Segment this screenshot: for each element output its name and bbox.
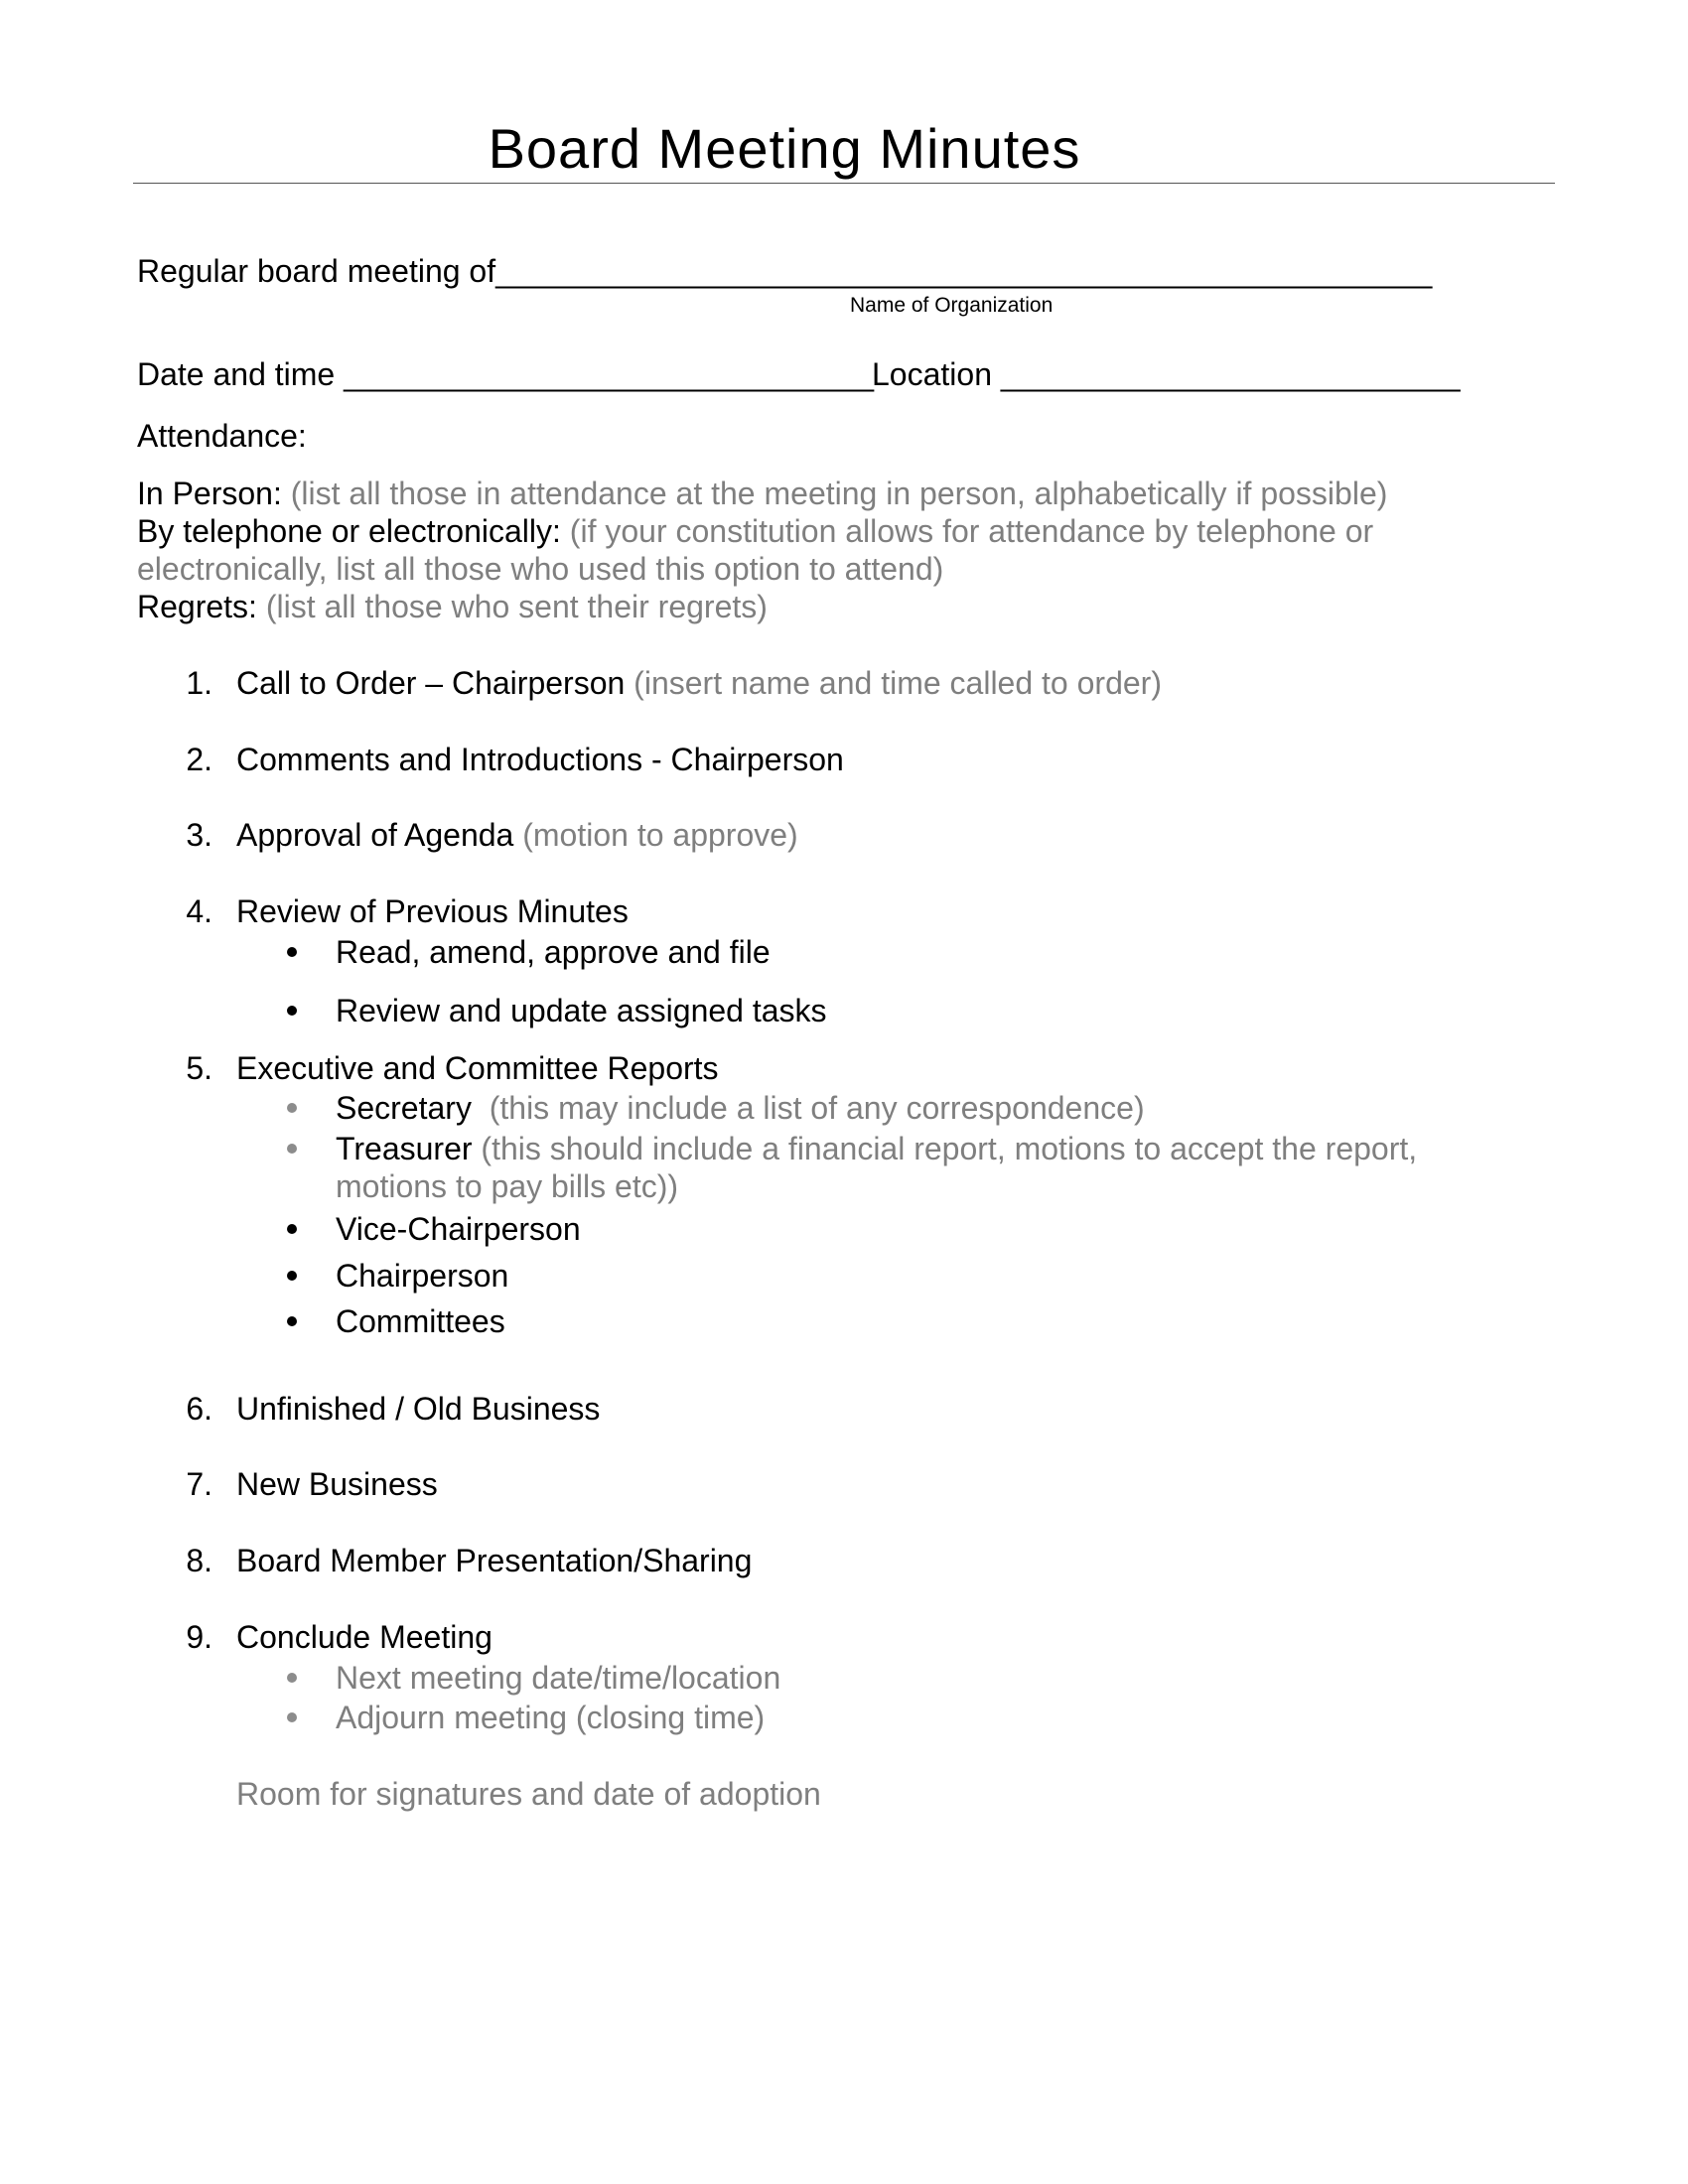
list-item-label: Secretary <box>336 1090 472 1126</box>
list-item: Read, amend, approve and file <box>336 934 771 970</box>
list-item: Committees <box>336 1303 505 1339</box>
page-title: Board Meeting Minutes <box>488 117 1081 180</box>
bullet-icon <box>287 1224 297 1234</box>
regrets-label: Regrets: <box>137 589 257 624</box>
regrets-note: (list all those who sent their regrets) <box>265 589 768 624</box>
agenda-number: 9. <box>186 1619 212 1655</box>
list-item-treasurer <box>336 1130 1417 1167</box>
agenda-item-label: Comments and Introductions - Chairperson <box>236 742 844 777</box>
agenda-number: 5. <box>186 1050 212 1086</box>
agenda-item-label: Unfinished / Old Business <box>236 1391 601 1427</box>
date-time-blank[interactable]: ______________________________ <box>344 356 875 392</box>
list-item: Chairperson <box>336 1258 509 1294</box>
agenda-item-note: (motion to approve) <box>522 817 798 853</box>
location-blank[interactable]: __________________________ <box>1000 356 1461 392</box>
agenda-item-unfinished-business <box>236 1390 600 1428</box>
agenda-item-label: New Business <box>236 1466 438 1502</box>
in-person-note: (list all those in attendance at the meeting in person, alphabetically if possible) <box>290 476 1388 511</box>
location-line <box>872 355 1461 393</box>
bullet-icon <box>287 947 297 957</box>
bullet-icon <box>287 1006 297 1016</box>
attendance-label: Attendance: <box>137 418 307 454</box>
agenda-item-label: Executive and Committee Reports <box>236 1050 719 1086</box>
agenda-number: 8. <box>186 1543 212 1578</box>
regrets-line <box>137 588 768 625</box>
agenda-item-comments-introductions <box>236 741 844 778</box>
bullet-icon <box>287 1271 297 1281</box>
location-label: Location <box>872 356 992 392</box>
list-item: Next meeting date/time/location <box>336 1660 781 1696</box>
organization-name-blank[interactable]: _____________________________________________________ <box>495 253 1433 289</box>
in-person-line <box>137 475 1387 512</box>
agenda-item-note: (insert name and time called to order) <box>633 665 1162 701</box>
agenda-item-new-business <box>236 1465 438 1503</box>
agenda-number: 4. <box>186 893 212 929</box>
list-item: Review and update assigned tasks <box>336 993 827 1028</box>
bullet-icon <box>287 1144 297 1154</box>
signature-note: Room for signatures and date of adoption <box>236 1776 821 1812</box>
bullet-icon <box>287 1103 297 1113</box>
regular-meeting-label: Regular board meeting of <box>137 253 496 289</box>
list-item-note: (this should include a financial report, motions to accept the report, <box>481 1131 1418 1166</box>
agenda-item-conclude-meeting <box>236 1618 492 1656</box>
bullet-icon <box>287 1673 297 1683</box>
list-item-secretary <box>336 1089 1145 1127</box>
list-item-note: (this may include a list of any correspondence) <box>489 1090 1145 1126</box>
agenda-item-label: Conclude Meeting <box>236 1619 492 1655</box>
agenda-item-executive-committee-reports <box>236 1049 719 1087</box>
agenda-item-label: Board Member Presentation/Sharing <box>236 1543 753 1578</box>
bullet-icon <box>287 1712 297 1722</box>
agenda-number: 2. <box>186 742 212 777</box>
agenda-number: 3. <box>186 817 212 853</box>
bullet-icon <box>287 1316 297 1326</box>
telephone-note-continued: electronically, list all those who used this option to attend) <box>137 551 944 587</box>
telephone-label: By telephone or electronically: <box>137 513 561 549</box>
agenda-item-label: Call to Order – Chairperson <box>236 665 626 701</box>
list-item-note-continued: motions to pay bills etc)) <box>336 1168 679 1204</box>
agenda-item-label: Review of Previous Minutes <box>236 893 629 929</box>
date-time-line <box>137 355 874 393</box>
organization-caption: Name of Organization <box>850 294 1054 317</box>
agenda-number: 7. <box>186 1466 212 1502</box>
list-item: Adjourn meeting (closing time) <box>336 1700 766 1735</box>
title-underline <box>133 183 1555 184</box>
date-time-label: Date and time <box>137 356 336 392</box>
agenda-item-approval-of-agenda <box>236 816 798 854</box>
list-item-label: Treasurer <box>336 1131 473 1166</box>
agenda-item-board-member-sharing <box>236 1542 752 1579</box>
agenda-item-review-previous-minutes <box>236 892 629 930</box>
agenda-number: 6. <box>186 1391 212 1427</box>
agenda-item-label: Approval of Agenda <box>236 817 514 853</box>
list-item: Vice-Chairperson <box>336 1211 581 1247</box>
telephone-note: (if your constitution allows for attendance by telephone or <box>569 513 1374 549</box>
agenda-number: 1. <box>186 665 212 701</box>
in-person-label: In Person: <box>137 476 282 511</box>
agenda-item-call-to-order <box>236 664 1162 702</box>
telephone-line <box>137 512 1373 550</box>
regular-meeting-line <box>137 252 1432 290</box>
